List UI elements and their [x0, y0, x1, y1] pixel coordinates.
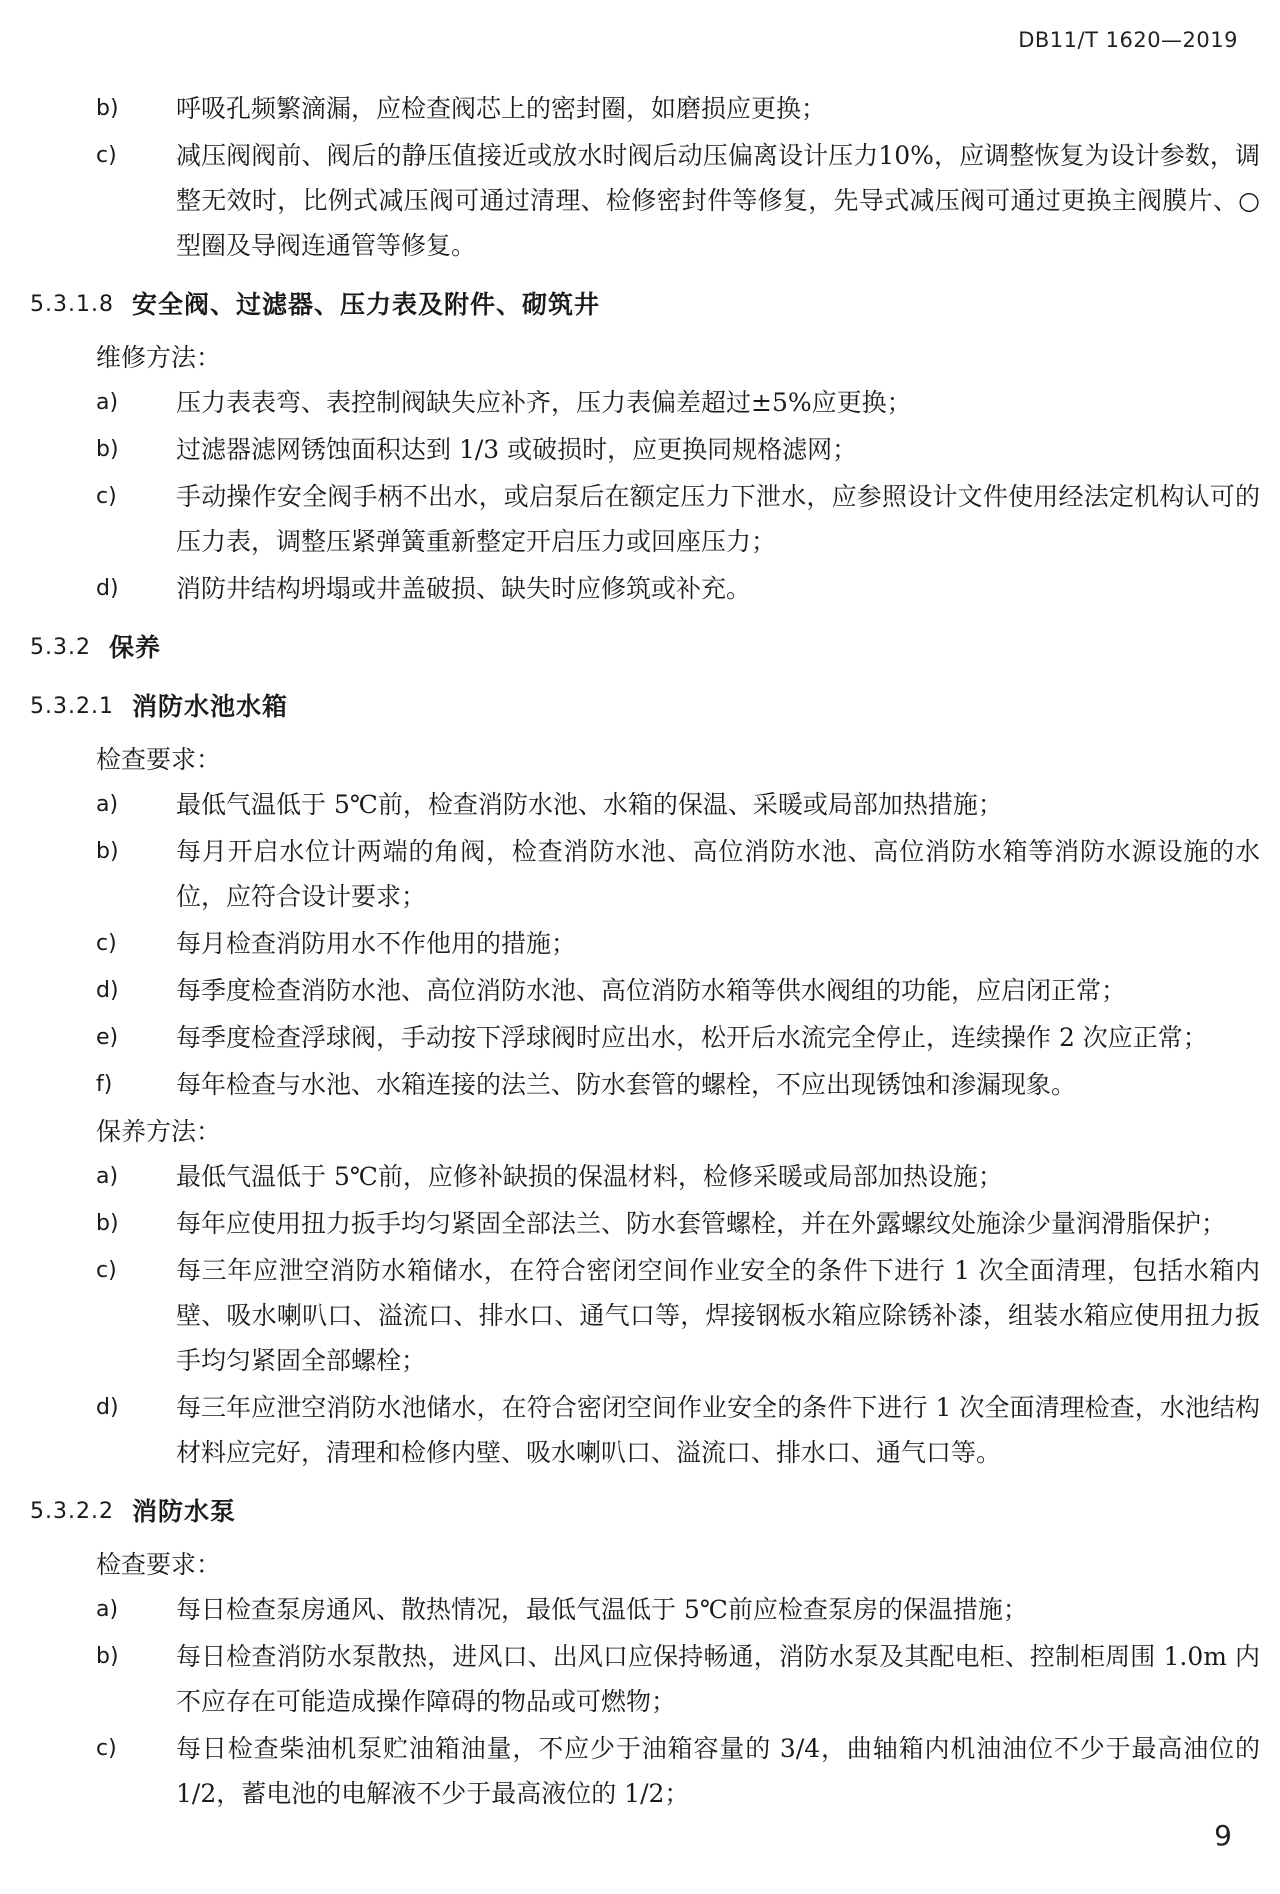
section-number: 5.3.2 [30, 635, 91, 660]
section-title: 消防水池水箱 [131, 692, 288, 721]
list-text: 过滤器滤网锈蚀面积达到 1/3 或破损时，应更换同规格滤网； [176, 435, 858, 464]
list-item [30, 1015, 1260, 1060]
list-text: 每季度检查浮球阀，手动按下浮球阀时应出水，松开后水流完全停止，连续操作 2 次应正常； [176, 1023, 1208, 1052]
list-marker: b) [96, 437, 119, 462]
section-heading-5-3-1-8 [30, 282, 1260, 327]
list-text: 手动操作安全阀手柄不出水，或启泵后在额定压力下泄水，应参照设计文件使用经法定机构认可的压力表，调整压紧弹簧重新整定开启压力或回座压力； [176, 482, 1260, 556]
list-item [30, 86, 1260, 131]
subsection-label: 检查要求： [96, 1550, 222, 1579]
list-marker: c) [96, 484, 117, 509]
list-text: 每年应使用扭力扳手均匀紧固全部法兰、防水套管螺栓，并在外露螺纹处施涂少量润滑脂保护； [176, 1209, 1227, 1238]
list-marker: a) [96, 1597, 119, 1622]
list-item [30, 968, 1260, 1013]
list-item [30, 1248, 1260, 1383]
list-item [30, 1385, 1260, 1475]
section-heading-5-3-2-2 [30, 1489, 1260, 1534]
list-marker: b) [96, 839, 119, 864]
list-item [30, 427, 1260, 472]
list-marker: c) [96, 1736, 117, 1761]
list-item [30, 380, 1260, 425]
list-marker: a) [96, 792, 119, 817]
section-number: 5.3.1.8 [30, 292, 114, 317]
list-text: 呼吸孔频繁滴漏，应检查阀芯上的密封圈，如磨损应更换； [176, 94, 827, 123]
list-item [30, 782, 1260, 827]
subsection-label: 检查要求： [96, 745, 222, 774]
list-text: 最低气温低于 5℃前，应修补缺损的保温材料，检修采暖或局部加热设施； [176, 1162, 1003, 1191]
subsection-label: 维修方法： [96, 343, 222, 372]
list-item [30, 921, 1260, 966]
list-item [30, 1062, 1260, 1107]
list-item [30, 1587, 1260, 1632]
list-marker: b) [96, 1211, 119, 1236]
list-marker: c) [96, 931, 117, 956]
list-item [30, 474, 1260, 564]
list-text: 每三年应泄空消防水箱储水，在符合密闭空间作业安全的条件下进行 1 次全面清理，包括水箱内壁、吸水喇叭口、溢流口、排水口、通气口等，焊接钢板水箱应除锈补漆，组装水箱应使用扭力扳手均匀紧固全部螺栓； [176, 1256, 1260, 1375]
section-number: 5.3.2.2 [30, 1499, 114, 1524]
section-number: 5.3.2.1 [30, 694, 114, 719]
section-title: 保养 [108, 633, 161, 662]
list-text: 最低气温低于 5℃前，检查消防水池、水箱的保温、采暖或局部加热措施； [176, 790, 1003, 819]
document-body [30, 86, 1260, 1818]
list-item [30, 829, 1260, 919]
section-title: 消防水泵 [131, 1497, 236, 1526]
document-code: DB11/T 1620—2019 [1018, 28, 1238, 52]
list-text: 消防井结构坍塌或井盖破损、缺失时应修筑或补充。 [176, 574, 752, 603]
list-marker: b) [96, 96, 119, 121]
list-text: 每日检查消防水泵散热，进风口、出风口应保持畅通，消防水泵及其配电柜、控制柜周围 1.0m 内不应存在可能造成操作障碍的物品或可燃物； [176, 1642, 1260, 1716]
section-heading-5-3-2-1 [30, 684, 1260, 729]
section-heading-5-3-2 [30, 625, 1260, 670]
list-marker: d) [96, 576, 119, 601]
list-text: 压力表表弯、表控制阀缺失应补齐，压力表偏差超过±5%应更换； [176, 388, 912, 417]
list-marker: c) [96, 1258, 117, 1283]
list-item [30, 1634, 1260, 1724]
list-text: 每季度检查消防水池、高位消防水池、高位消防水箱等供水阀组的功能，应启闭正常； [176, 976, 1127, 1005]
list-text: 每日检查泵房通风、散热情况，最低气温低于 5℃前应检查泵房的保温措施； [176, 1595, 1028, 1624]
list-marker: a) [96, 1164, 119, 1189]
list-item [30, 1154, 1260, 1199]
list-marker: f) [96, 1072, 113, 1097]
list-marker: d) [96, 978, 119, 1003]
list-item [30, 133, 1260, 268]
list-text: 每月检查消防用水不作他用的措施； [176, 929, 577, 958]
list-item [30, 566, 1260, 611]
list-text: 每月开启水位计两端的角阀，检查消防水池、高位消防水池、高位消防水箱等消防水源设施的水位，应符合设计要求； [176, 837, 1260, 911]
page-number: 9 [1214, 1819, 1232, 1852]
list-marker: b) [96, 1644, 119, 1669]
list-text: 每日检查柴油机泵贮油箱油量，不应少于油箱容量的 3/4，曲轴箱内机油油位不少于最高油位的 1/2，蓄电池的电解液不少于最高液位的 1/2； [176, 1734, 1260, 1808]
list-marker: d) [96, 1395, 119, 1420]
subsection-label: 保养方法： [96, 1117, 222, 1146]
list-text: 减压阀阀前、阀后的静压值接近或放水时阀后动压偏离设计压力10%，应调整恢复为设计参数，调整无效时，比例式减压阀可通过清理、检修密封件等修复，先导式减压阀可通过更换主阀膜片、○型圈及导阀连通管等修复。 [176, 141, 1260, 260]
list-marker: e) [96, 1025, 119, 1050]
list-text: 每三年应泄空消防水池储水，在符合密闭空间作业安全的条件下进行 1 次全面清理检查，水池结构材料应完好，清理和检修内壁、吸水喇叭口、溢流口、排水口、通气口等。 [176, 1393, 1260, 1467]
list-marker: a) [96, 390, 119, 415]
section-title: 安全阀、过滤器、压力表及附件、砌筑井 [131, 290, 600, 319]
list-item [30, 1201, 1260, 1246]
list-text: 每年检查与水池、水箱连接的法兰、防水套管的螺栓，不应出现锈蚀和渗漏现象。 [176, 1070, 1077, 1099]
list-item [30, 1726, 1260, 1816]
list-marker: c) [96, 143, 117, 168]
